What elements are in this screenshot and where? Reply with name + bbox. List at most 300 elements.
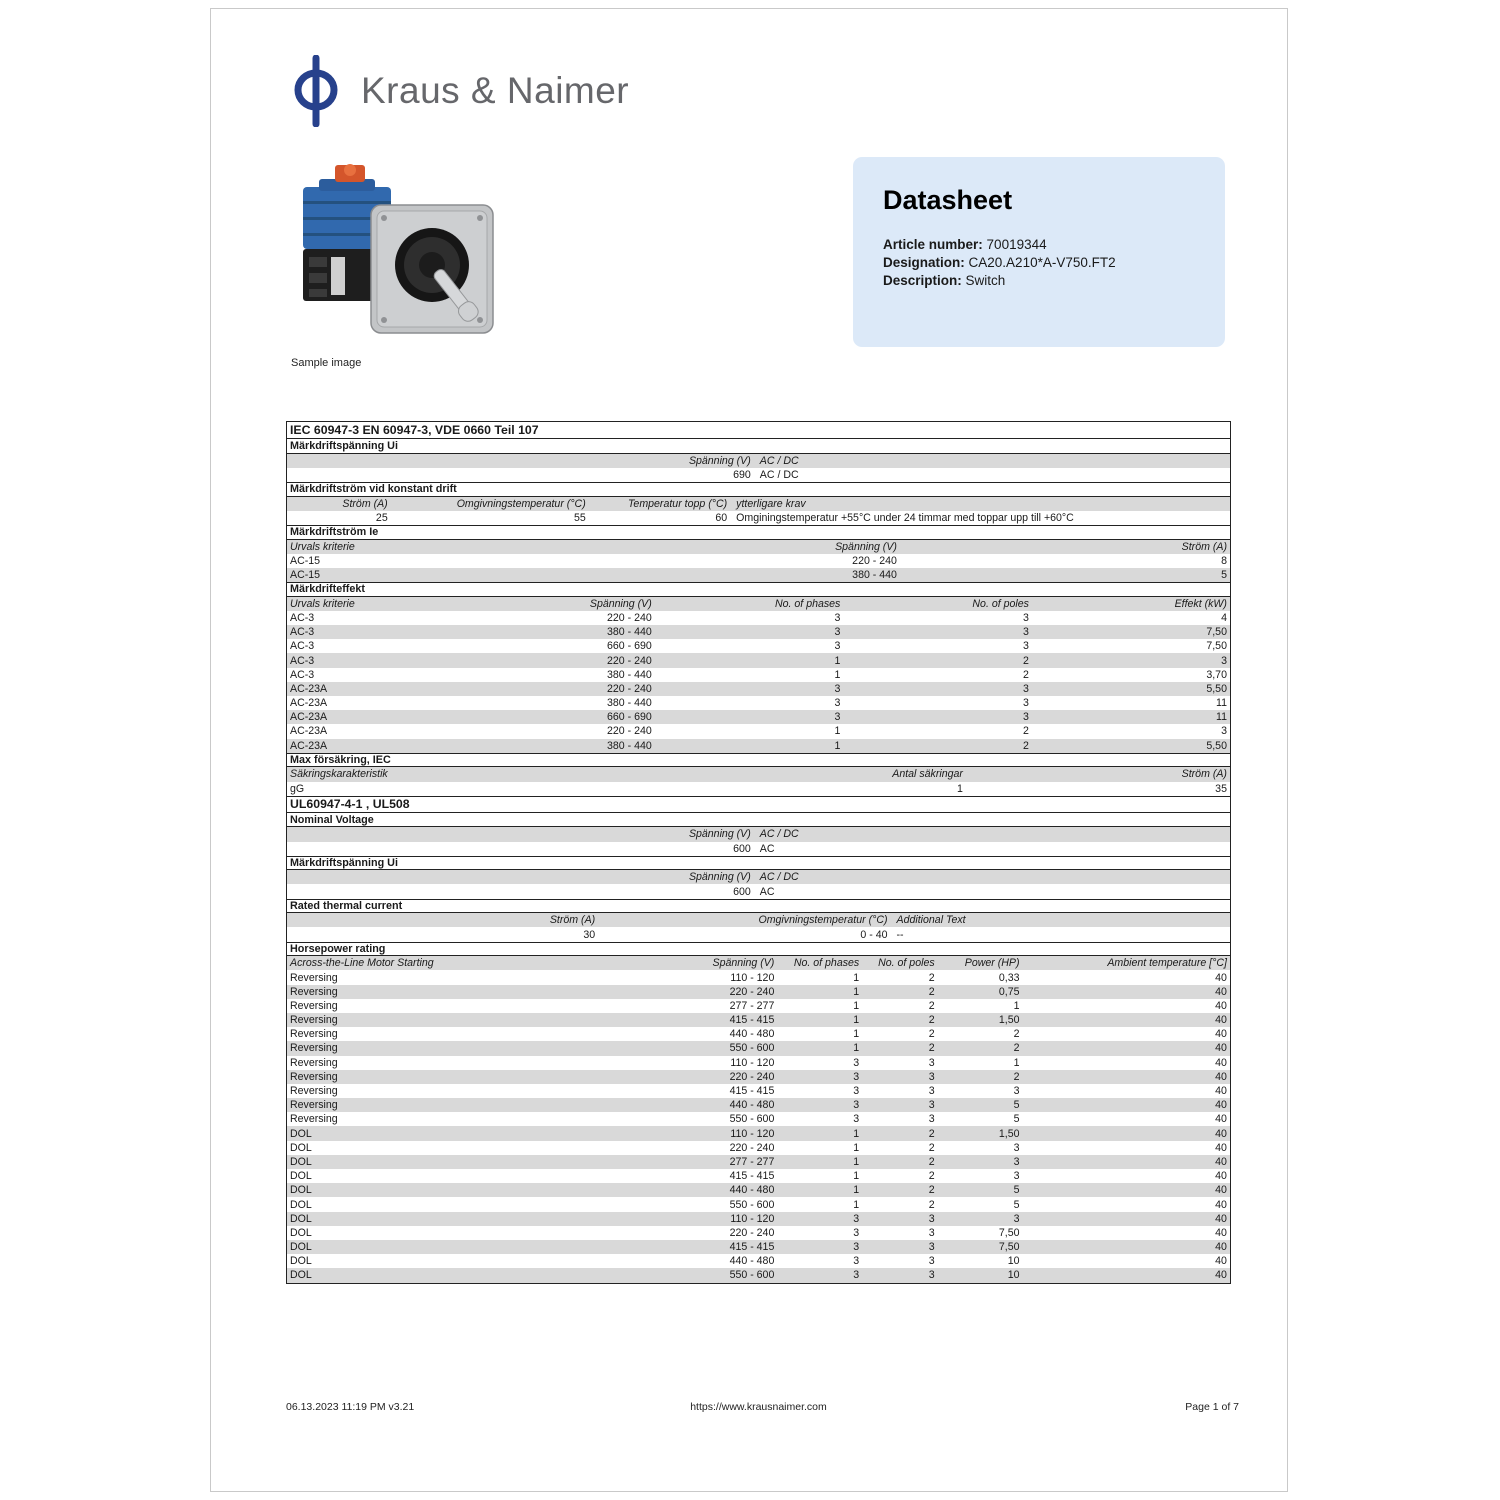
table-cell: 25 xyxy=(375,511,388,524)
table-section-header-row: Märkdriftspänning Ui xyxy=(287,856,1230,871)
table-cell: 3 xyxy=(928,1269,935,1282)
brand-header xyxy=(289,55,629,127)
table-cell: 550 - 600 xyxy=(729,1113,775,1126)
table-cell: 40 xyxy=(1215,1042,1227,1055)
table-column-header-row xyxy=(287,870,1230,884)
table-section-header-row: Märkdriftström Ie xyxy=(287,525,1230,540)
table-cell: 3,70 xyxy=(1206,668,1227,681)
table-cell: 7,50 xyxy=(998,1226,1020,1239)
table-cell: Power (HP) xyxy=(964,957,1020,970)
table-cell: 380 - 440 xyxy=(607,668,652,681)
table-cell: 3 xyxy=(853,1056,860,1069)
table-data-row xyxy=(287,1268,1230,1282)
table-cell: 550 - 600 xyxy=(729,1042,775,1055)
table-cell: Reversing xyxy=(290,971,338,984)
table-cell: 1 xyxy=(853,1014,860,1027)
table-cell: 30 xyxy=(583,928,596,941)
table-section-header-row: Märkdriftström vid konstant drift xyxy=(287,482,1230,497)
table-section-header-row: Märkdriftspänning Ui xyxy=(287,439,1230,454)
table-cell: 40 xyxy=(1215,1113,1227,1126)
table-cell: 3 xyxy=(1023,611,1029,624)
table-section-header-row: Horsepower rating xyxy=(287,942,1230,957)
table-cell: 1 xyxy=(1013,1056,1020,1069)
table-data-row xyxy=(287,1041,1230,1055)
table-cell: 415 - 415 xyxy=(729,1241,775,1254)
table-cell: AC-3 xyxy=(290,611,315,624)
table-cell: 40 xyxy=(1215,1127,1227,1140)
table-cell: DOL xyxy=(290,1198,312,1211)
table-cell: 1 xyxy=(834,739,841,752)
table-cell: 1,50 xyxy=(998,1127,1020,1140)
table-standard-title-row: UL60947-4-1 , UL508 xyxy=(287,796,1230,813)
product-image xyxy=(289,157,499,352)
table-cell: 3 xyxy=(1023,640,1029,653)
table-cell: 2 xyxy=(928,1184,935,1197)
table-cell: 2 xyxy=(1013,1028,1020,1041)
table-cell: 3 xyxy=(853,1099,860,1112)
table-data-row xyxy=(287,1027,1230,1041)
table-cell: 3 xyxy=(853,1070,860,1083)
table-cell: 40 xyxy=(1215,971,1227,984)
table-data-row xyxy=(287,1240,1230,1254)
table-cell: 1 xyxy=(834,654,841,667)
table-data-row xyxy=(287,639,1230,653)
table-data-row xyxy=(287,724,1230,738)
table-cell: 3 xyxy=(1013,1141,1020,1154)
table-cell: No. of phases xyxy=(774,597,841,610)
brand-name: Kraus & Naimer xyxy=(361,70,630,111)
table-cell: 3 xyxy=(1023,697,1029,710)
table-data-row xyxy=(287,468,1230,482)
table-data-row xyxy=(287,1183,1230,1197)
datasheet-page xyxy=(210,8,1288,1492)
table-cell: 1 xyxy=(853,985,860,998)
table-cell: DOL xyxy=(290,1127,312,1140)
table-cell: 2 xyxy=(1023,668,1029,681)
table-cell: 5 xyxy=(1013,1198,1020,1211)
table-cell: Ambient temperature [°C] xyxy=(1107,957,1227,970)
table-cell: 60 xyxy=(715,511,728,524)
table-cell: 277 - 277 xyxy=(729,1155,775,1168)
table-cell: 40 xyxy=(1215,1184,1227,1197)
table-cell: 1 xyxy=(853,1127,860,1140)
table-cell: Spänning (V) xyxy=(688,871,751,884)
table-cell: AC xyxy=(759,885,775,898)
table-cell: 3 xyxy=(834,640,841,653)
table-cell: 600 xyxy=(733,885,751,898)
table-cell: 690 xyxy=(733,468,751,481)
table-cell: 415 - 415 xyxy=(729,1170,775,1183)
table-cell: 3 xyxy=(853,1113,860,1126)
table-cell: 1 xyxy=(853,1155,860,1168)
table-cell: AC-23A xyxy=(290,739,328,752)
table-data-row xyxy=(287,1141,1230,1155)
table-cell: DOL xyxy=(290,1184,312,1197)
table-data-row xyxy=(287,884,1230,898)
table-cell: 35 xyxy=(1215,782,1227,795)
table-cell: 40 xyxy=(1215,1226,1227,1239)
table-data-row xyxy=(287,739,1230,753)
table-cell: 40 xyxy=(1215,1170,1227,1183)
table-cell: 10 xyxy=(1007,1255,1020,1268)
table-cell: 3 xyxy=(834,682,841,695)
table-cell: Reversing xyxy=(290,999,338,1012)
table-cell: 5 xyxy=(1013,1099,1020,1112)
table-cell: 1 xyxy=(834,725,841,738)
table-cell: 7,50 xyxy=(1206,626,1227,639)
table-column-header-row xyxy=(287,454,1230,468)
table-data-row xyxy=(287,1197,1230,1211)
table-cell: AC-3 xyxy=(290,640,315,653)
table-cell: 3 xyxy=(853,1085,860,1097)
table-data-row xyxy=(287,554,1230,568)
table-cell: 40 xyxy=(1215,1085,1227,1097)
table-cell: AC-23A xyxy=(290,697,328,710)
table-cell: 40 xyxy=(1215,999,1227,1012)
table-cell: 40 xyxy=(1215,1141,1227,1154)
table-cell: 3 xyxy=(1023,682,1029,695)
table-cell: 415 - 415 xyxy=(729,1014,775,1027)
table-cell: 2 xyxy=(928,1042,935,1055)
designation-label: Designation: xyxy=(883,255,965,270)
table-cell: 3 xyxy=(834,626,841,639)
table-cell: No. of poles xyxy=(972,597,1029,610)
table-cell: 3 xyxy=(1013,1170,1020,1183)
table-column-header-row xyxy=(287,913,1230,927)
table-section-header-row: Rated thermal current xyxy=(287,899,1230,914)
table-column-header-row xyxy=(287,540,1230,554)
table-cell: 2 xyxy=(928,1141,935,1154)
table-cell: DOL xyxy=(290,1269,312,1282)
table-cell: 11 xyxy=(1215,697,1227,710)
table-section-header-row: Nominal Voltage xyxy=(287,813,1230,828)
table-cell: Antal säkringar xyxy=(892,768,963,781)
table-cell: 3 xyxy=(928,1113,935,1126)
table-cell: 600 xyxy=(733,842,751,855)
table-cell: 380 - 440 xyxy=(607,626,652,639)
table-cell: 3 xyxy=(928,1056,935,1069)
table-data-row xyxy=(287,1155,1230,1169)
table-cell: 5 xyxy=(1221,569,1227,581)
table-cell: 220 - 240 xyxy=(607,611,652,624)
table-cell: 1 xyxy=(1013,999,1020,1012)
table-cell: 3 xyxy=(1023,626,1029,639)
table-section-header-row: Märkdrifteffekt xyxy=(287,582,1230,597)
table-cell: Spänning (V) xyxy=(688,454,751,467)
table-cell: 220 - 240 xyxy=(729,1141,775,1154)
table-cell: Reversing xyxy=(290,1113,338,1126)
table-data-row xyxy=(287,511,1230,525)
table-cell: 2 xyxy=(928,1127,935,1140)
table-cell: AC / DC xyxy=(759,468,799,481)
table-cell: 40 xyxy=(1215,1155,1227,1168)
table-cell: 220 - 240 xyxy=(607,654,652,667)
description-row xyxy=(883,272,1195,290)
table-cell: Spänning (V) xyxy=(688,828,751,841)
table-cell: -- xyxy=(896,928,904,941)
table-cell: 11 xyxy=(1215,711,1227,724)
table-cell: DOL xyxy=(290,1141,312,1154)
table-cell: Omgivningstemperatur (°C) xyxy=(456,497,586,510)
description-value: Switch xyxy=(965,273,1006,288)
table-cell: 3 xyxy=(928,1070,935,1083)
table-cell: gG xyxy=(290,782,305,795)
table-data-row xyxy=(287,1126,1230,1140)
table-cell: 440 - 480 xyxy=(729,1099,775,1112)
table-cell: 660 - 690 xyxy=(607,640,652,653)
table-cell: 1,50 xyxy=(998,1014,1020,1027)
table-cell: 0,75 xyxy=(998,985,1020,998)
table-cell: 3 xyxy=(928,1226,935,1239)
table-cell: 110 - 120 xyxy=(730,1056,775,1069)
table-cell: 2 xyxy=(928,1198,935,1211)
table-data-row xyxy=(287,1013,1230,1027)
table-cell: AC-15 xyxy=(290,569,321,581)
table-data-row xyxy=(287,985,1230,999)
info-title: Datasheet xyxy=(883,185,1013,215)
table-cell: 5,50 xyxy=(1206,739,1227,752)
table-cell: 3 xyxy=(1013,1155,1020,1168)
designation-row xyxy=(883,254,1195,272)
table-cell: 550 - 600 xyxy=(729,1198,775,1211)
table-cell: Spänning (V) xyxy=(835,540,897,553)
table-cell: 40 xyxy=(1215,1056,1227,1069)
table-cell: Säkringskarakteristik xyxy=(290,768,388,781)
table-data-row xyxy=(287,710,1230,724)
table-data-row xyxy=(287,611,1230,625)
table-cell: Reversing xyxy=(290,1042,338,1055)
table-cell: Spänning (V) xyxy=(712,957,775,970)
table-cell: 40 xyxy=(1215,1269,1227,1282)
table-cell: 1 xyxy=(853,1184,860,1197)
table-data-row xyxy=(287,1254,1230,1268)
table-data-row xyxy=(287,782,1230,796)
table-cell: 0,33 xyxy=(998,971,1020,984)
article-number-value: 70019344 xyxy=(986,237,1047,252)
sample-image-caption: Sample image xyxy=(291,357,362,369)
table-cell: 2 xyxy=(1013,1042,1020,1055)
table-cell: Spänning (V) xyxy=(589,597,652,610)
phi-logo-icon xyxy=(289,55,343,127)
table-cell: 2 xyxy=(1023,654,1029,667)
table-cell: 5,50 xyxy=(1206,682,1227,695)
table-cell: DOL xyxy=(290,1155,312,1168)
table-cell: 220 - 240 xyxy=(729,1070,775,1083)
table-cell: 220 - 240 xyxy=(729,1226,775,1239)
table-column-header-row xyxy=(287,497,1230,511)
table-cell: 3 xyxy=(928,1212,935,1225)
table-cell: Urvals kriterie xyxy=(290,540,355,553)
table-data-row xyxy=(287,682,1230,696)
table-cell: 3 xyxy=(1221,725,1227,738)
table-cell: Omginingstemperatur +55°C under 24 timmar med toppar upp till +60°C xyxy=(736,511,1074,524)
table-cell: DOL xyxy=(290,1255,312,1268)
table-cell: Omgivningstemperatur (°C) xyxy=(758,914,888,927)
table-cell: 2 xyxy=(928,971,935,984)
table-cell: 1 xyxy=(853,971,860,984)
table-cell: 0 - 40 xyxy=(860,928,888,941)
table-cell: 2 xyxy=(928,1170,935,1183)
table-cell: 5 xyxy=(1013,1113,1020,1126)
table-cell: Reversing xyxy=(290,1099,338,1112)
table-cell: AC / DC xyxy=(759,454,799,467)
table-cell: 3 xyxy=(928,1241,935,1254)
table-cell: 3 xyxy=(834,711,841,724)
table-data-row xyxy=(287,696,1230,710)
table-cell: AC-23A xyxy=(290,725,328,738)
table-cell: 220 - 240 xyxy=(852,554,897,567)
table-cell: 2 xyxy=(1023,739,1029,752)
table-cell: 2 xyxy=(928,985,935,998)
table-cell: AC-23A xyxy=(290,711,328,724)
table-cell: Effekt (kW) xyxy=(1174,597,1227,610)
cam-switch-illustration xyxy=(289,157,499,352)
table-cell: Reversing xyxy=(290,1028,338,1041)
table-cell: 3 xyxy=(853,1255,860,1268)
table-cell: ytterligare krav xyxy=(736,497,806,510)
table-cell: Reversing xyxy=(290,1085,338,1097)
table-cell: DOL xyxy=(290,1226,312,1239)
table-cell: 40 xyxy=(1215,1028,1227,1041)
table-cell: 440 - 480 xyxy=(729,1255,775,1268)
table-cell: 7,50 xyxy=(998,1241,1020,1254)
table-cell: 440 - 480 xyxy=(729,1184,775,1197)
table-cell: Ström (A) xyxy=(1181,768,1227,781)
table-cell: 3 xyxy=(928,1099,935,1112)
table-cell: 10 xyxy=(1007,1269,1020,1282)
table-cell: 110 - 120 xyxy=(730,971,775,984)
table-cell: 110 - 120 xyxy=(730,1212,775,1225)
table-data-row xyxy=(287,1226,1230,1240)
table-cell: Reversing xyxy=(290,1070,338,1083)
table-cell: 380 - 440 xyxy=(607,739,652,752)
table-cell: 110 - 120 xyxy=(730,1127,775,1140)
table-data-row xyxy=(287,625,1230,639)
table-standard-title-row: IEC 60947-3 EN 60947-3, VDE 0660 Teil 107 xyxy=(287,422,1230,439)
spec-table xyxy=(286,421,1231,1284)
table-cell: 40 xyxy=(1215,1198,1227,1211)
table-data-row xyxy=(287,927,1230,941)
table-cell: 40 xyxy=(1215,1255,1227,1268)
table-cell: 3 xyxy=(1013,1212,1020,1225)
table-cell: Additional Text xyxy=(896,914,966,927)
table-data-row xyxy=(287,653,1230,667)
table-cell: 277 - 277 xyxy=(729,999,775,1012)
table-data-row xyxy=(287,999,1230,1013)
table-cell: 1 xyxy=(853,1198,860,1211)
article-number-label: Article number: xyxy=(883,237,983,252)
table-cell: 440 - 480 xyxy=(729,1028,775,1041)
footer-timestamp: 06.13.2023 11:19 PM v3.21 xyxy=(286,1401,415,1413)
table-cell: 7,50 xyxy=(1206,640,1227,653)
table-cell: 4 xyxy=(1221,611,1227,624)
table-cell: 380 - 440 xyxy=(852,569,897,581)
table-cell: 3 xyxy=(1023,711,1029,724)
table-cell: 220 - 240 xyxy=(607,725,652,738)
table-cell: DOL xyxy=(290,1212,312,1225)
datasheet-info-box xyxy=(853,157,1225,347)
table-cell: 40 xyxy=(1215,1070,1227,1083)
table-cell: 2 xyxy=(928,1155,935,1168)
table-cell: 8 xyxy=(1221,554,1227,567)
table-cell: AC-3 xyxy=(290,626,315,639)
table-cell: 55 xyxy=(573,511,586,524)
table-cell: Reversing xyxy=(290,1014,338,1027)
table-cell: Temperatur topp (°C) xyxy=(627,497,728,510)
table-cell: 1 xyxy=(853,1170,860,1183)
table-cell: 1 xyxy=(957,782,963,795)
table-cell: 2 xyxy=(928,1028,935,1041)
description-label: Description: xyxy=(883,273,962,288)
footer-page-number: Page 1 of 7 xyxy=(1185,1401,1239,1413)
table-cell: 1 xyxy=(834,668,841,681)
table-data-row xyxy=(287,970,1230,984)
table-data-row xyxy=(287,668,1230,682)
table-section-header-row: Max försäkring, IEC xyxy=(287,753,1230,768)
table-cell: 3 xyxy=(853,1269,860,1282)
table-cell: No. of poles xyxy=(878,957,935,970)
table-column-header-row xyxy=(287,767,1230,781)
table-cell: Reversing xyxy=(290,1056,338,1069)
table-cell: AC-15 xyxy=(290,554,321,567)
table-cell: 40 xyxy=(1215,1241,1227,1254)
table-cell: 5 xyxy=(1013,1184,1020,1197)
table-cell: 1 xyxy=(853,1042,860,1055)
table-cell: 40 xyxy=(1215,1014,1227,1027)
footer-url[interactable]: https://www.krausnaimer.com xyxy=(690,1401,827,1413)
table-cell: 3 xyxy=(1221,654,1227,667)
table-cell: 1 xyxy=(853,1028,860,1041)
table-data-row xyxy=(287,1112,1230,1126)
table-cell: 220 - 240 xyxy=(607,682,652,695)
table-cell: 2 xyxy=(1023,725,1029,738)
table-cell: 380 - 440 xyxy=(607,697,652,710)
table-cell: Ström (A) xyxy=(549,914,596,927)
table-cell: 2 xyxy=(928,1014,935,1027)
table-cell: 40 xyxy=(1215,1212,1227,1225)
table-data-row xyxy=(287,1212,1230,1226)
table-cell: 3 xyxy=(928,1255,935,1268)
table-cell: 2 xyxy=(1013,1070,1020,1083)
table-cell: 3 xyxy=(853,1241,860,1254)
table-data-row xyxy=(287,1084,1230,1098)
table-cell: 3 xyxy=(928,1085,935,1097)
table-cell: 550 - 600 xyxy=(729,1269,775,1282)
table-column-header-row xyxy=(287,597,1230,611)
table-cell: 415 - 415 xyxy=(729,1085,775,1097)
article-number-row xyxy=(883,236,1195,254)
table-column-header-row xyxy=(287,956,1230,970)
table-cell: Ström (A) xyxy=(342,497,388,510)
table-cell: 3 xyxy=(834,611,841,624)
table-cell: Ström (A) xyxy=(1181,540,1227,553)
table-data-row xyxy=(287,1070,1230,1084)
table-cell: 3 xyxy=(853,1212,860,1225)
table-cell: 3 xyxy=(1013,1085,1020,1097)
table-cell: 1 xyxy=(853,999,860,1012)
table-data-row xyxy=(287,1056,1230,1070)
table-data-row xyxy=(287,568,1230,582)
table-cell: AC / DC xyxy=(759,828,799,841)
table-cell: AC / DC xyxy=(759,871,799,884)
table-cell: Urvals kriterie xyxy=(290,597,355,610)
table-cell: Reversing xyxy=(290,985,338,998)
table-cell: AC-3 xyxy=(290,668,315,681)
table-cell: 3 xyxy=(834,697,841,710)
table-cell: 3 xyxy=(853,1226,860,1239)
table-cell: AC-3 xyxy=(290,654,315,667)
table-cell: DOL xyxy=(290,1170,312,1183)
